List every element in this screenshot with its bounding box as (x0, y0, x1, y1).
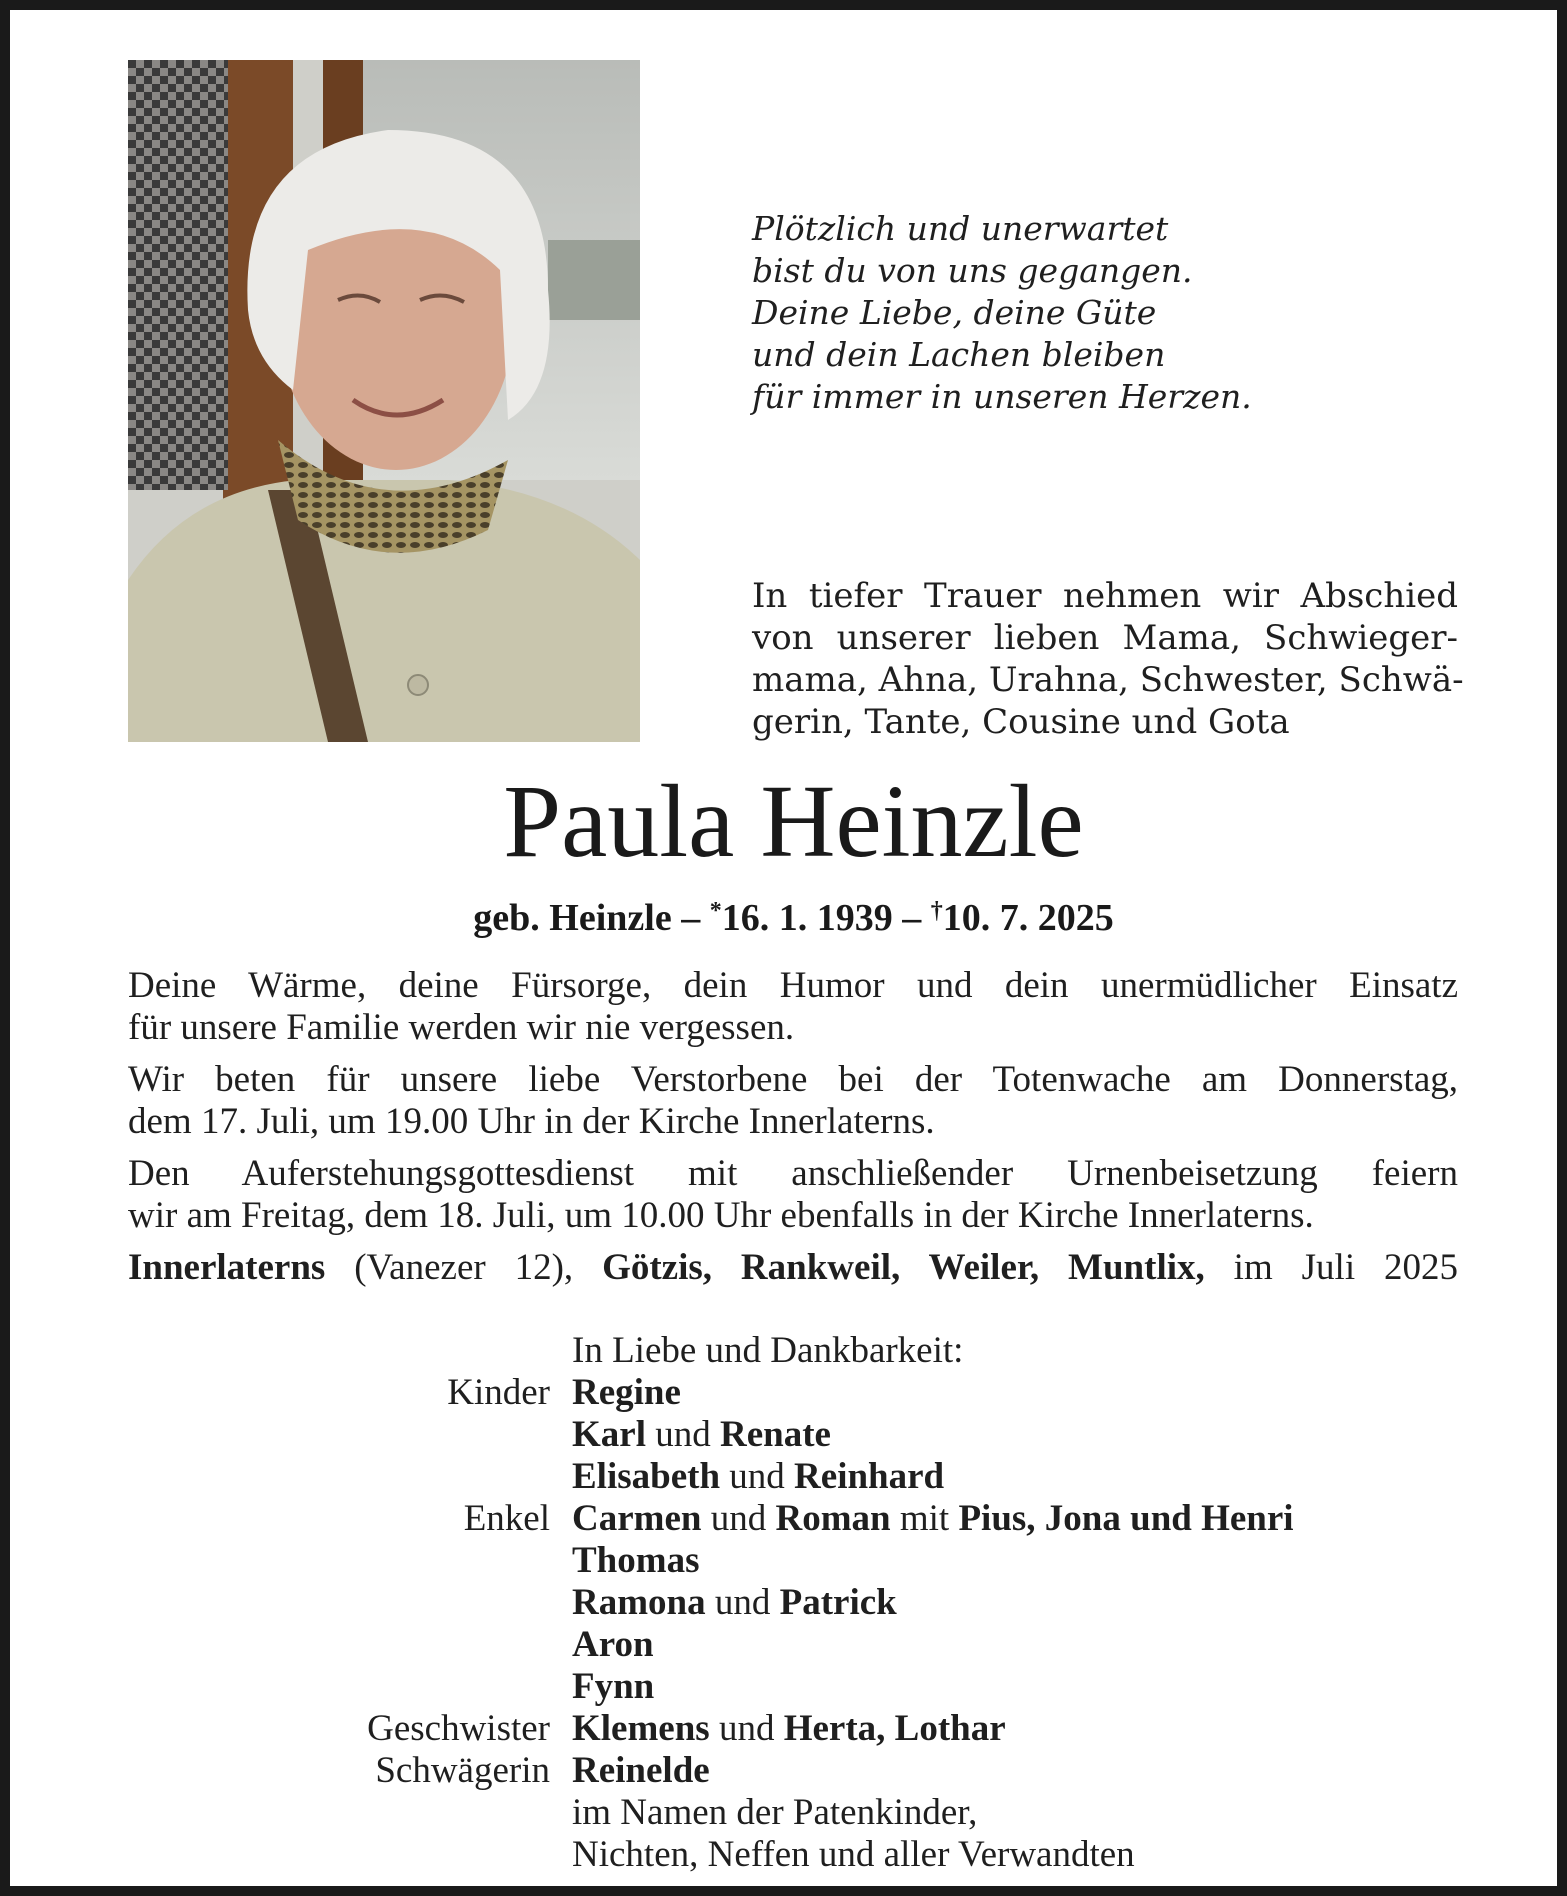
relation-label (128, 1456, 572, 1498)
text-line: dem 17. Juli, um 19.00 Uhr in der Kirche Innerlaterns. (128, 1101, 935, 1142)
family-name: Fynn (572, 1666, 655, 1707)
conjunction: und (718, 1708, 775, 1749)
portrait-illustration (128, 60, 640, 742)
life-dates (10, 888, 1567, 941)
relation-label (128, 1834, 572, 1876)
family-row (128, 1330, 1458, 1372)
birth-symbol: * (709, 898, 722, 924)
text-line: für unsere Familie werden wir nie vergessen. (128, 1007, 795, 1048)
family-row (128, 1414, 1458, 1456)
place-others: Götzis, Rankweil, Weiler, Muntlix, (602, 1247, 1205, 1288)
deceased-name: Paula Heinzle (503, 764, 1084, 879)
family-row (128, 1582, 1458, 1624)
family-row (128, 1834, 1458, 1876)
relation-label: Schwägerin (375, 1750, 550, 1791)
intro-line: gerin, Tante, Cousine und Gota (752, 702, 1290, 742)
conjunction: und (655, 1414, 711, 1455)
relation-label (128, 1330, 572, 1372)
paragraph-memory (128, 965, 1458, 1049)
paragraph-service (128, 1153, 1458, 1237)
death-symbol: † (930, 898, 943, 924)
family-row (128, 1792, 1458, 1834)
family-name: Renate (719, 1414, 831, 1455)
relation-label (128, 1414, 572, 1456)
family-name: Pius, Jona und Henri (958, 1498, 1294, 1539)
death-date: 10. 7. 2025 (942, 897, 1114, 939)
mourning-intro (752, 575, 1464, 743)
family-heading: In Liebe und Dankbarkeit: (572, 1330, 964, 1371)
family-row (128, 1540, 1458, 1582)
birth-name: geb. Heinzle (473, 897, 672, 939)
relation-label (128, 1582, 572, 1624)
family-list (128, 1330, 1458, 1876)
relation-label (128, 1624, 572, 1666)
family-name: Patrick (779, 1582, 897, 1623)
place-address: (Vanezer 12), (354, 1247, 574, 1288)
relation-label: Enkel (463, 1498, 550, 1539)
place-date-line (128, 1247, 1458, 1289)
relation-label (128, 1666, 572, 1708)
portrait-photo (128, 60, 640, 742)
text-line: Wir beten für unsere liebe Verstorbene bei der Totenwache am Donnerstag, (128, 1059, 1458, 1100)
family-name: Regine (572, 1372, 681, 1413)
family-name: Ramona (572, 1582, 706, 1623)
intro-line: mama, Ahna, Urahna, Schwester, Schwä- (752, 660, 1464, 700)
conjunction: und (729, 1456, 785, 1497)
memorial-poem (752, 208, 1472, 418)
text-line: wir am Freitag, dem 18. Juli, um 10.00 Uhr ebenfalls in der Kirche Innerlaterns. (128, 1195, 1314, 1236)
family-row (128, 1708, 1458, 1750)
family-row (128, 1372, 1458, 1414)
family-name: Carmen (572, 1498, 702, 1539)
dash: – (681, 897, 701, 939)
intro-line: In tiefer Trauer nehmen wir Abschied (752, 576, 1458, 616)
family-row (128, 1666, 1458, 1708)
family-name: Thomas (572, 1540, 700, 1581)
poem-line: Deine Liebe, deine Güte (752, 293, 1157, 332)
birth-date: 16. 1. 1939 (721, 897, 893, 939)
closing-line: im Namen der Patenkinder, (572, 1792, 978, 1833)
family-name: Elisabeth (572, 1456, 721, 1497)
relation-label (128, 1540, 572, 1582)
poem-line: bist du von uns gegangen. (752, 251, 1193, 290)
paragraph-wake (128, 1059, 1458, 1143)
relation-label: Kinder (447, 1372, 550, 1413)
relation-label: Geschwister (367, 1708, 550, 1749)
relation-label (128, 1792, 572, 1834)
place-town: Innerlaterns (128, 1247, 326, 1288)
intro-line: von unserer lieben Mama, Schwieger- (752, 618, 1458, 658)
poem-line: Plötzlich und unerwartet (752, 209, 1169, 248)
family-name: Klemens (572, 1708, 710, 1749)
family-name: Karl (572, 1414, 646, 1455)
family-row (128, 1750, 1458, 1792)
family-name: Herta, Lothar (783, 1708, 1006, 1749)
family-name: Reinhard (794, 1456, 945, 1497)
text-line: Deine Wärme, deine Fürsorge, dein Humor und dein unermüdlicher Einsatz (128, 965, 1458, 1006)
family-name: Aron (572, 1624, 654, 1665)
conjunction: und (714, 1582, 771, 1623)
family-row (128, 1456, 1458, 1498)
conjunction: mit (899, 1498, 950, 1539)
conjunction: und (710, 1498, 767, 1539)
text-line: Den Auferstehungsgottesdienst mit anschließender Urnenbeisetzung feiern (128, 1153, 1458, 1194)
poem-line: und dein Lachen bleiben (752, 335, 1166, 374)
dash: – (902, 897, 922, 939)
closing-line: Nichten, Neffen und aller Verwandten (572, 1834, 1135, 1875)
family-row (128, 1498, 1458, 1540)
place-date: im Juli 2025 (1233, 1247, 1458, 1288)
announcement-body (128, 965, 1458, 1289)
family-name: Roman (775, 1498, 891, 1539)
family-name: Reinelde (572, 1750, 710, 1791)
poem-line: für immer in unseren Herzen. (752, 377, 1252, 416)
family-row (128, 1624, 1458, 1666)
